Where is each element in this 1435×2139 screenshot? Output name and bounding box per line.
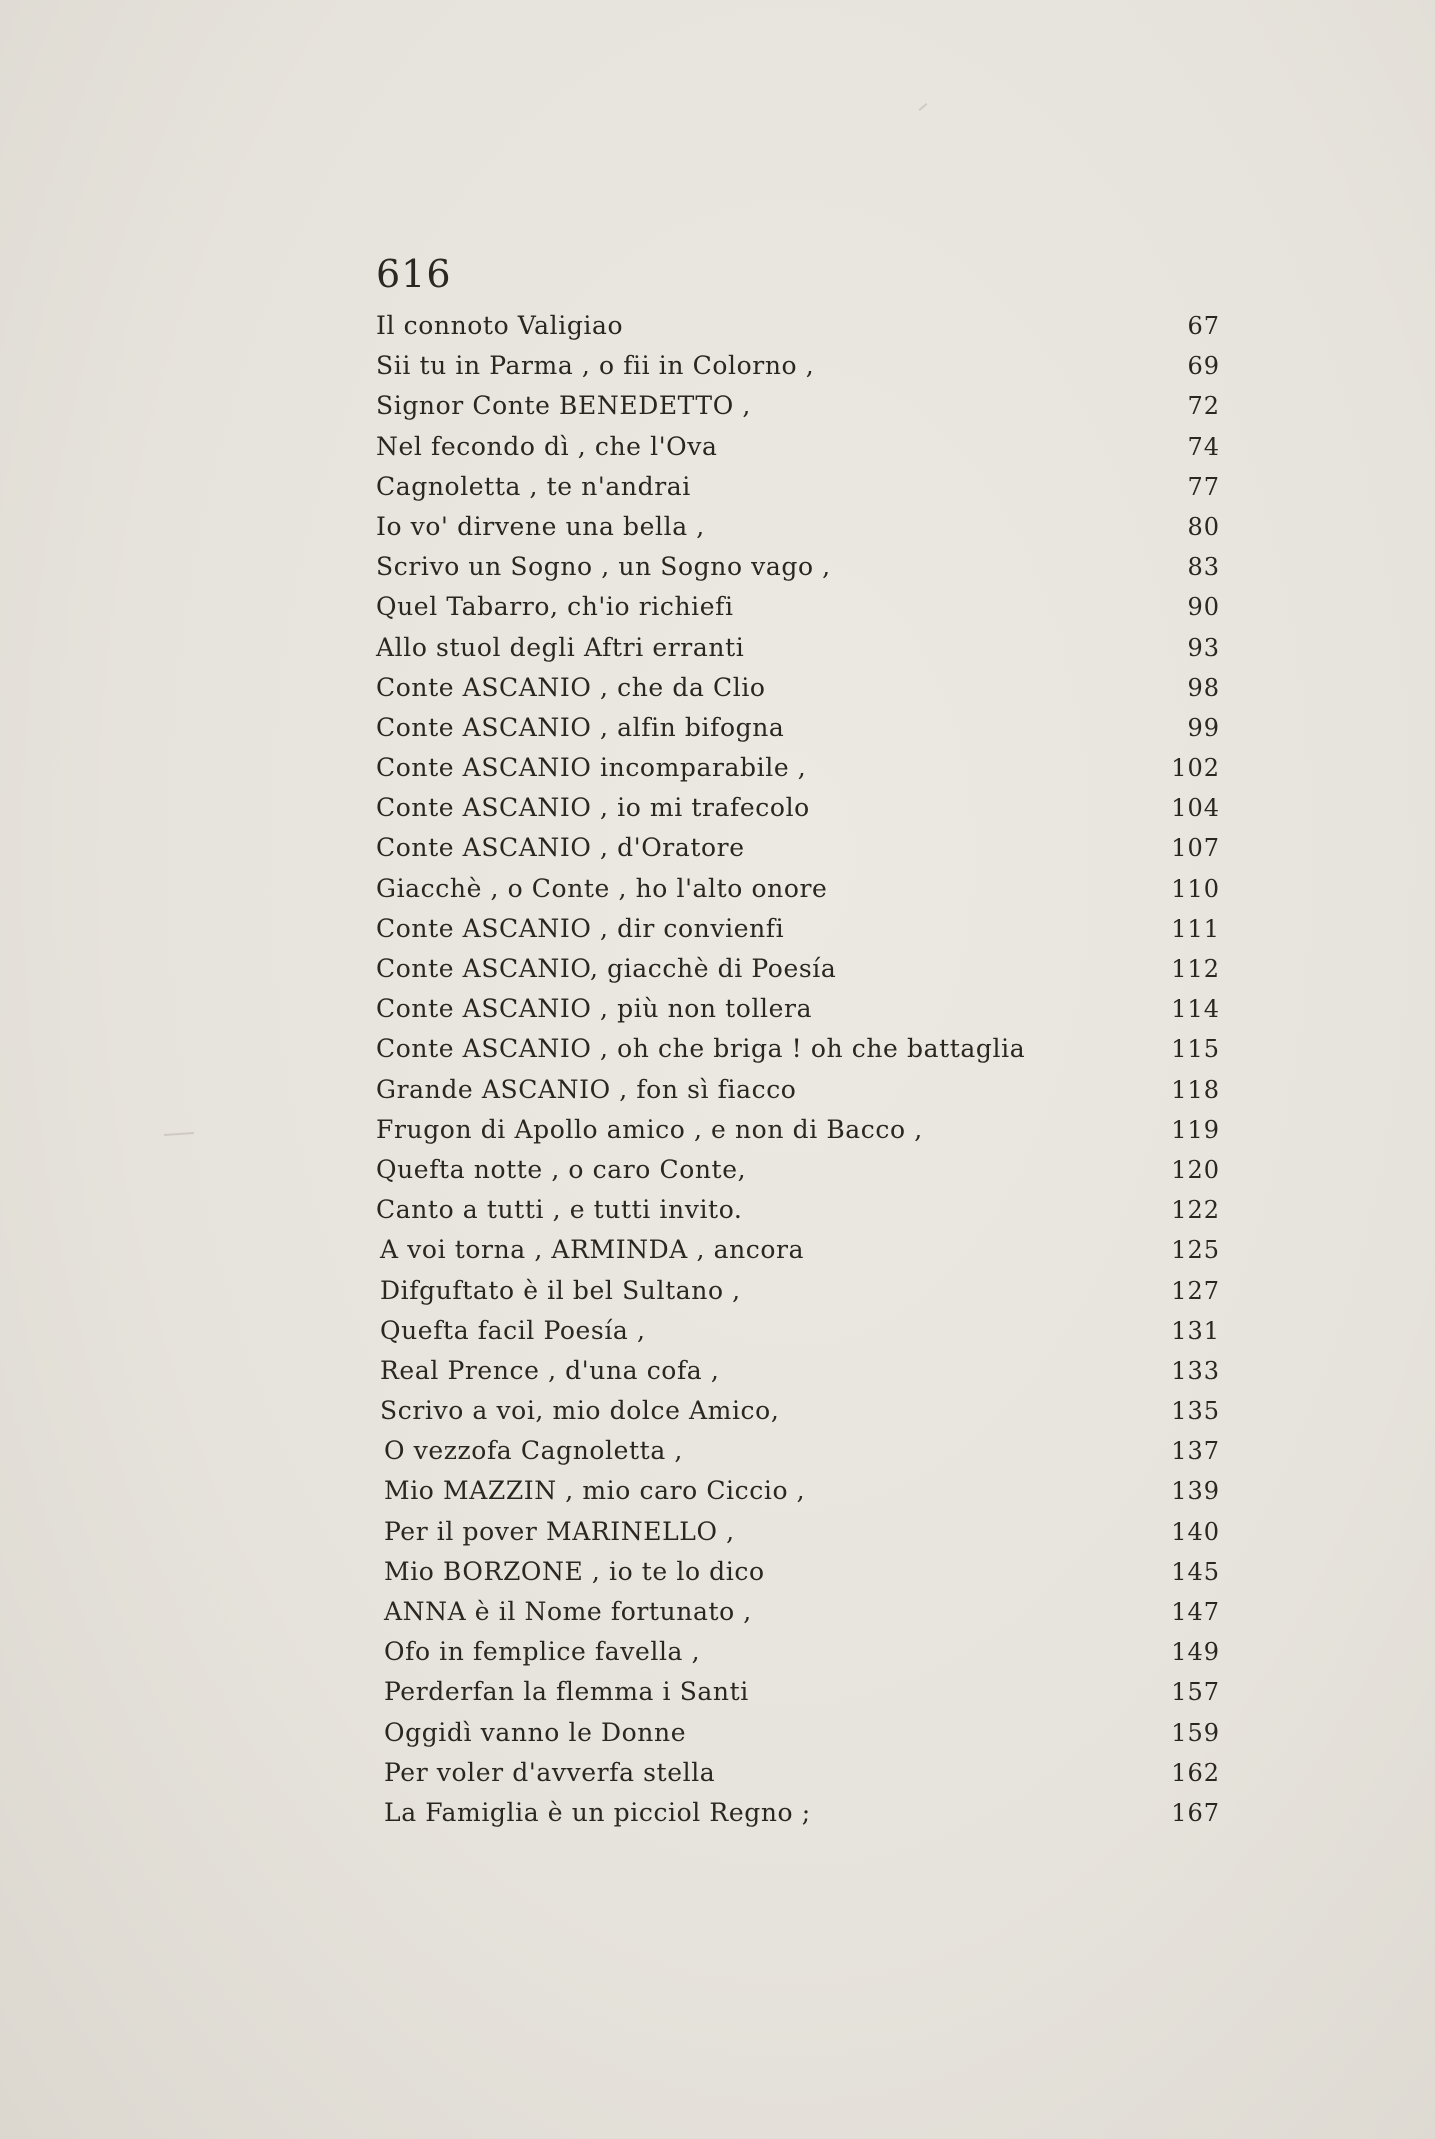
entry-title: Per il pover MARINELLO , (384, 1516, 735, 1546)
entry-page-number: 159 (1171, 1718, 1220, 1747)
entry-title: Oggidì vanno le Donne (384, 1717, 687, 1747)
toc-entry (376, 708, 1220, 748)
entry-title: Conte ASCANIO , dir convienfi (376, 913, 785, 943)
toc-entry (376, 1150, 1220, 1190)
toc-entry (376, 346, 1220, 386)
entry-page-number: 119 (1171, 1115, 1220, 1144)
entry-title: ANNA è il Nome fortunato , (384, 1597, 752, 1626)
toc-entry (376, 949, 1220, 989)
entry-page-number: 83 (1187, 553, 1220, 582)
toc-entry (376, 507, 1220, 547)
entry-page-number: 114 (1171, 995, 1220, 1024)
toc-entry (376, 1753, 1220, 1793)
entry-title: O vezzofa Cagnoletta , (384, 1436, 683, 1466)
entry-page-number: 111 (1171, 914, 1220, 943)
entry-title: Conte ASCANIO , d'Oratore (376, 833, 745, 863)
entry-title: Conte ASCANIO , oh che briga ! oh che battaglia (376, 1034, 1026, 1064)
toc-entry (376, 1311, 1220, 1351)
toc-entry (376, 909, 1220, 949)
entry-page-number: 112 (1171, 955, 1220, 983)
entry-page-number: 139 (1171, 1477, 1220, 1506)
entry-title: Quefta facil Poesía , (380, 1315, 646, 1345)
entry-title: Conte ASCANIO , alfin bifogna (376, 712, 785, 742)
entry-title: Cagnoletta , te n'andrai (376, 471, 691, 501)
entry-page-number: 102 (1171, 754, 1220, 783)
toc-entry (376, 1552, 1220, 1592)
entry-title: Difguftato è il bel Sultano , (380, 1275, 741, 1305)
toc-entry (376, 1793, 1220, 1833)
toc-entry (376, 1230, 1220, 1270)
entry-page-number: 90 (1187, 593, 1220, 622)
entry-page-number: 140 (1171, 1517, 1220, 1546)
toc-entry (376, 467, 1220, 507)
entry-page-number: 74 (1187, 432, 1220, 461)
entry-title: Mio MAZZIN , mio caro Ciccio , (384, 1476, 806, 1506)
entry-page-number: 98 (1187, 673, 1220, 702)
entry-page-number: 137 (1171, 1437, 1220, 1466)
toc-entry (376, 587, 1220, 627)
entry-page-number: 149 (1171, 1638, 1220, 1667)
entry-page-number: 147 (1171, 1598, 1220, 1626)
entry-title: Scrivo a voi, mio dolce Amico, (380, 1396, 780, 1426)
toc-entry (376, 668, 1220, 708)
entry-title: Per voler d'avverfa stella (384, 1757, 716, 1787)
entry-title: Perderfan la flemma i Santi (384, 1677, 749, 1707)
toc-entry (376, 989, 1220, 1029)
paper-mark (919, 103, 928, 111)
entry-page-number: 110 (1171, 874, 1220, 903)
entry-page-number: 125 (1171, 1236, 1220, 1265)
entry-title: Il connoto Valigiao (376, 311, 624, 340)
toc-entry (376, 427, 1220, 467)
entry-title: Conte ASCANIO , più non tollera (376, 994, 813, 1024)
entry-title: Ofo in femplice favella , (384, 1637, 701, 1667)
entry-page-number: 131 (1171, 1316, 1220, 1345)
toc-entry (376, 1070, 1220, 1110)
entry-page-number: 93 (1187, 633, 1220, 662)
paper-mark (164, 1132, 194, 1136)
entry-title: Canto a tutti , e tutti invito. (376, 1195, 743, 1225)
entry-page-number: 122 (1171, 1196, 1220, 1225)
entry-page-number: 120 (1171, 1155, 1220, 1184)
entry-title: Conte ASCANIO incomparabile , (376, 753, 807, 783)
entry-title: Conte ASCANIO, giacchè di Poesía (376, 954, 837, 983)
entry-title: Allo stuol degli Aftri erranti (376, 632, 745, 662)
toc-entry (376, 306, 1220, 346)
entry-page-number: 127 (1171, 1276, 1220, 1305)
entry-page-number: 99 (1187, 713, 1220, 742)
entry-page-number: 107 (1171, 834, 1220, 863)
toc-entry (376, 1471, 1220, 1511)
entry-title: Io vo' dirvene una bella , (376, 511, 705, 541)
entry-page-number: 133 (1171, 1356, 1220, 1385)
toc-entry (376, 869, 1220, 909)
entry-page-number: 135 (1171, 1397, 1220, 1426)
toc-entry (376, 1672, 1220, 1712)
toc-entry (376, 1632, 1220, 1672)
toc-entry (376, 547, 1220, 587)
toc-entry (376, 386, 1220, 426)
page-number: 616 (376, 252, 452, 296)
entry-page-number: 167 (1171, 1798, 1220, 1827)
entry-title: Sii tu in Parma , o fii in Colorno , (376, 351, 815, 381)
toc-entry (376, 748, 1220, 788)
entry-title: Grande ASCANIO , fon sì fiacco (376, 1074, 797, 1104)
entry-title: Frugon di Apollo amico , e non di Bacco , (376, 1114, 923, 1144)
toc-entry (376, 1431, 1220, 1471)
entry-title: Conte ASCANIO , che da Clio (376, 672, 766, 702)
toc-entry (376, 1190, 1220, 1230)
entry-page-number: 157 (1171, 1678, 1220, 1707)
toc-entry (376, 628, 1220, 668)
toc-entry (376, 1029, 1220, 1069)
entry-page-number: 69 (1187, 352, 1220, 381)
entry-title: Nel fecondo dì , che l'Ova (376, 431, 718, 461)
toc-entry (376, 1512, 1220, 1552)
entry-page-number: 80 (1187, 512, 1220, 541)
toc-entry (376, 1351, 1220, 1391)
entry-title: Mio BORZONE , io te lo dico (384, 1556, 765, 1586)
toc-entry (376, 1391, 1220, 1431)
table-of-contents (376, 306, 1220, 1833)
entry-title: Conte ASCANIO , io mi trafecolo (376, 793, 810, 823)
entry-title: Quefta notte , o caro Conte, (376, 1154, 747, 1184)
entry-page-number: 77 (1187, 472, 1220, 501)
toc-entry (376, 1110, 1220, 1150)
toc-entry (376, 788, 1220, 828)
toc-entry (376, 1592, 1220, 1632)
entry-page-number: 115 (1171, 1035, 1220, 1064)
entry-title: Scrivo un Sogno , un Sogno vago , (376, 552, 831, 582)
entry-title: A voi torna , ARMINDA , ancora (380, 1235, 805, 1265)
entry-title: La Famiglia è un picciol Regno ; (384, 1797, 811, 1827)
entry-page-number: 118 (1171, 1075, 1220, 1104)
entry-page-number: 145 (1171, 1557, 1220, 1586)
entry-page-number: 162 (1171, 1758, 1220, 1787)
entry-page-number: 67 (1187, 312, 1220, 340)
entry-page-number: 104 (1171, 794, 1220, 823)
toc-entry (376, 1271, 1220, 1311)
entry-title: Giacchè , o Conte , ho l'alto onore (376, 873, 828, 903)
entry-page-number: 72 (1187, 392, 1220, 421)
toc-entry (376, 828, 1220, 868)
entry-title: Signor Conte BENEDETTO , (376, 391, 751, 421)
entry-title: Quel Tabarro, ch'io richiefi (376, 592, 734, 622)
toc-entry (376, 1713, 1220, 1753)
entry-title: Real Prence , d'una cofa , (380, 1355, 720, 1385)
